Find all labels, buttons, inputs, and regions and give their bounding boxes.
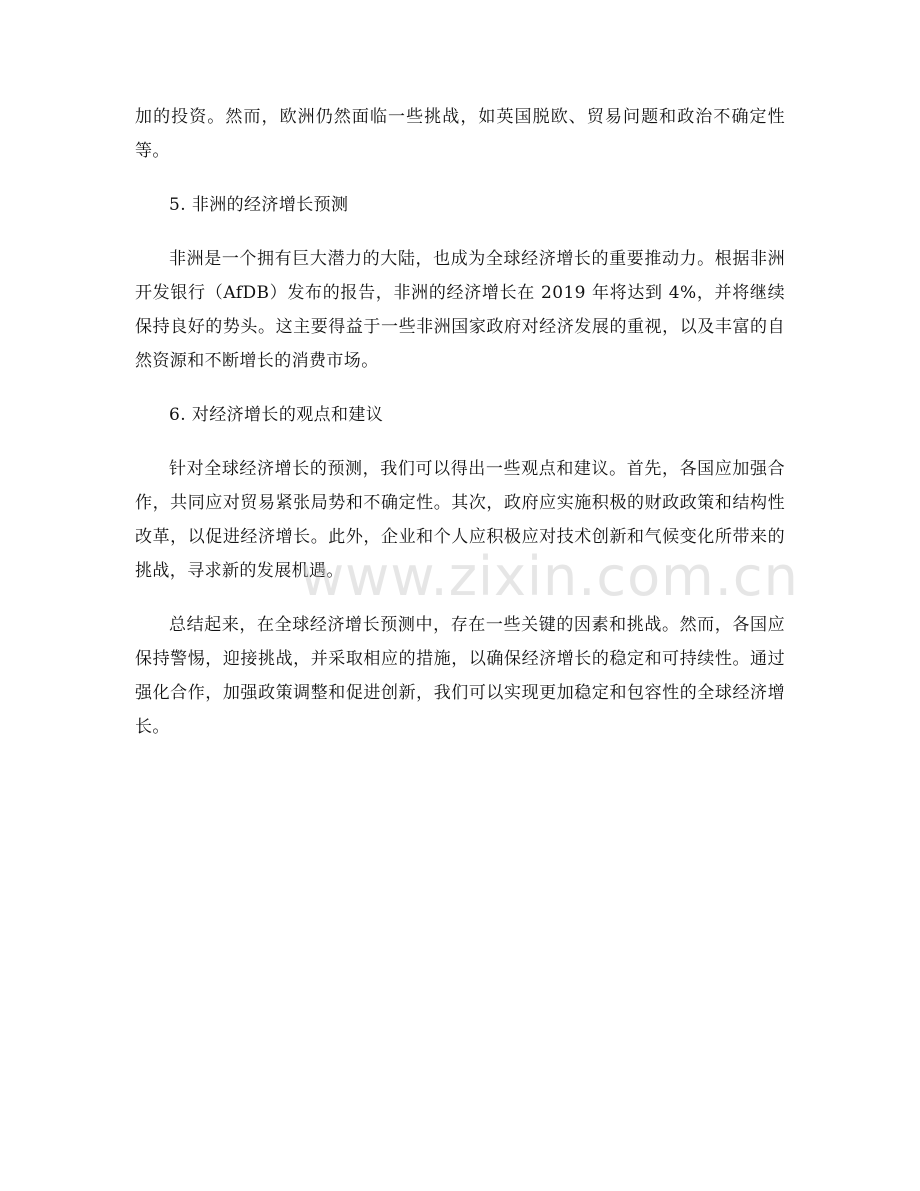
- watermark: www.zixin.com.cn: [300, 545, 799, 608]
- paragraph-views-suggestions: 针对全球经济增长的预测，我们可以得出一些观点和建议。首先，各国应加强合作，共同应对贸易紧张局势和不确定性。其次，政府应实施积极的财政政策和结构性改革，以促进经济增长。此外，企业和个人应积极应对技术创新和气候变化所带来的挑战，寻求新的发展机遇。: [135, 459, 785, 581]
- document-body: [135, 100, 785, 764]
- section-heading-views: 6. 对经济增长的观点和建议: [169, 405, 384, 425]
- continued-paragraph: 加的投资。然而，欧洲仍然面临一些挑战，如英国脱欧、贸易问题和政治不确定性等。: [135, 107, 785, 161]
- paragraph-africa-growth: 非洲是一个拥有巨大潜力的大陆，也成为全球经济增长的重要推动力。根据非洲开发银行（AfDB）发布的报告，非洲的经济增长在 2019 年将达到 4%，并将继续保持良好的势头。这主要得益于一些非洲国家政府对经济发展的重视，以及丰富的自然资源和不断增长的消费市场。: [135, 249, 785, 371]
- section-heading-africa: 5. 非洲的经济增长预测: [169, 195, 349, 215]
- paragraph-conclusion: 总结起来，在全球经济增长预测中，存在一些关键的因素和挑战。然而，各国应保持警惕，迎接挑战，并采取相应的措施，以确保经济增长的稳定和可持续性。通过强化合作，加强政策调整和促进创新，我们可以实现更加稳定和包容性的全球经济增长。: [135, 615, 785, 737]
